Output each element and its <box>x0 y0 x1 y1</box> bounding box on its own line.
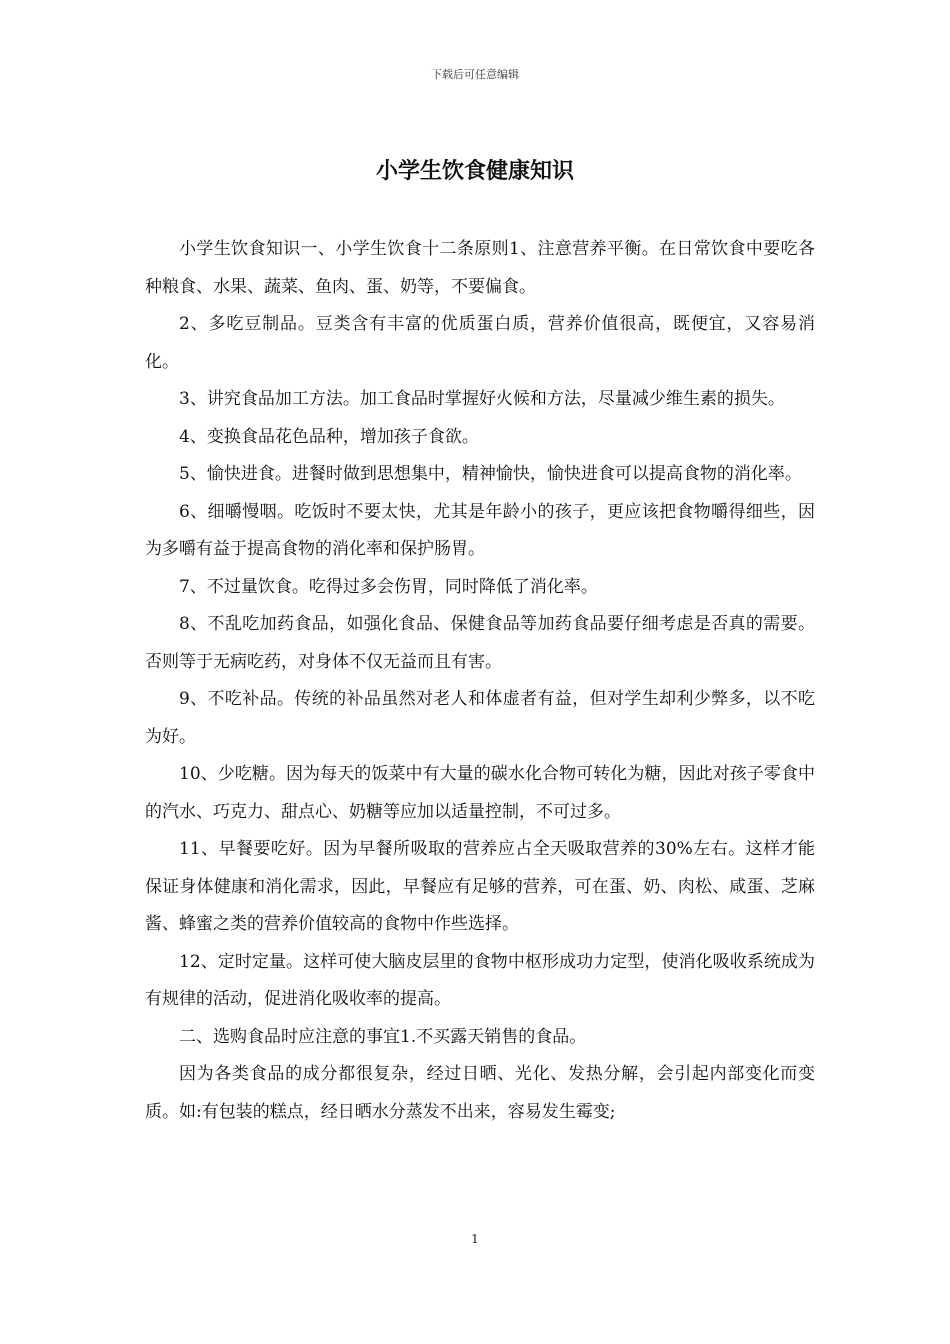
paragraph: 8、不乱吃加药食品，如强化食品、保健食品等加药食品要仔细考虑是否真的需要。否则等于无病吃药，对身体不仅无益而且有害。 <box>145 614 815 672</box>
page-number: 1 <box>471 1232 479 1246</box>
paragraph: 12、定时定量。这样可使大脑皮层里的食物中枢形成功力定型，使消化吸收系统成为有规律的活动，促进消化吸收率的提高。 <box>145 951 815 1009</box>
page-header: 下载后可任意编辑 <box>431 68 519 81</box>
paragraph: 6、细嚼慢咽。吃饭时不要太快，尤其是年龄小的孩子，更应该把食物嚼得细些，因为多嚼有益于提高食物的消化率和保护肠胃。 <box>145 501 815 559</box>
paragraph: 二、选购食品时应注意的事宜1.不买露天销售的食品。 <box>179 1026 587 1047</box>
document-body <box>145 231 815 1131</box>
document-title: 小学生饮食健康知识 <box>375 159 574 184</box>
paragraph: 7、不过量饮食。吃得过多会伤胃，同时降低了消化率。 <box>179 576 598 597</box>
paragraph: 3、讲究食品加工方法。加工食品时掌握好火候和方法，尽量减少维生素的损失。 <box>179 389 785 409</box>
paragraph: 9、不吃补品。传统的补品虽然对老人和体虚者有益，但对学生却利少弊多，以不吃为好。 <box>145 689 815 747</box>
paragraph: 10、少吃糖。因为每天的饭菜中有大量的碳水化合物可转化为糖，因此对孩子零食中的汽水、巧克力、甜点心、奶糖等应加以适量控制，不可过多。 <box>145 764 815 822</box>
paragraph: 5、愉快进食。进餐时做到思想集中，精神愉快，愉快进食可以提高食物的消化率。 <box>179 464 802 484</box>
paragraph: 4、变换食品花色品种，增加孩子食欲。 <box>179 426 479 447</box>
paragraph: 11、早餐要吃好。因为早餐所吸取的营养应占全天吸取营养的30%左右。这样才能保证身体健康和消化需求，因此，早餐应有足够的营养，可在蛋、奶、肉松、咸蛋、芝麻酱、蜂蜜之类的营养价值较高的食物中作些选择。 <box>145 839 815 934</box>
paragraph: 因为各类食品的成分都很复杂，经过日晒、光化、发热分解，会引起内部变化而变质。如:有包装的糕点，经日晒水分蒸发不出来，容易发生霉变; <box>145 1064 815 1122</box>
paragraph: 2、多吃豆制品。豆类含有丰富的优质蛋白质，营养价值很高，既便宜，又容易消化。 <box>145 314 815 372</box>
paragraph: 小学生饮食知识一、小学生饮食十二条原则1、注意营养平衡。在日常饮食中要吃各种粮食、水果、蔬菜、鱼肉、蛋、奶等，不要偏食。 <box>145 239 815 297</box>
